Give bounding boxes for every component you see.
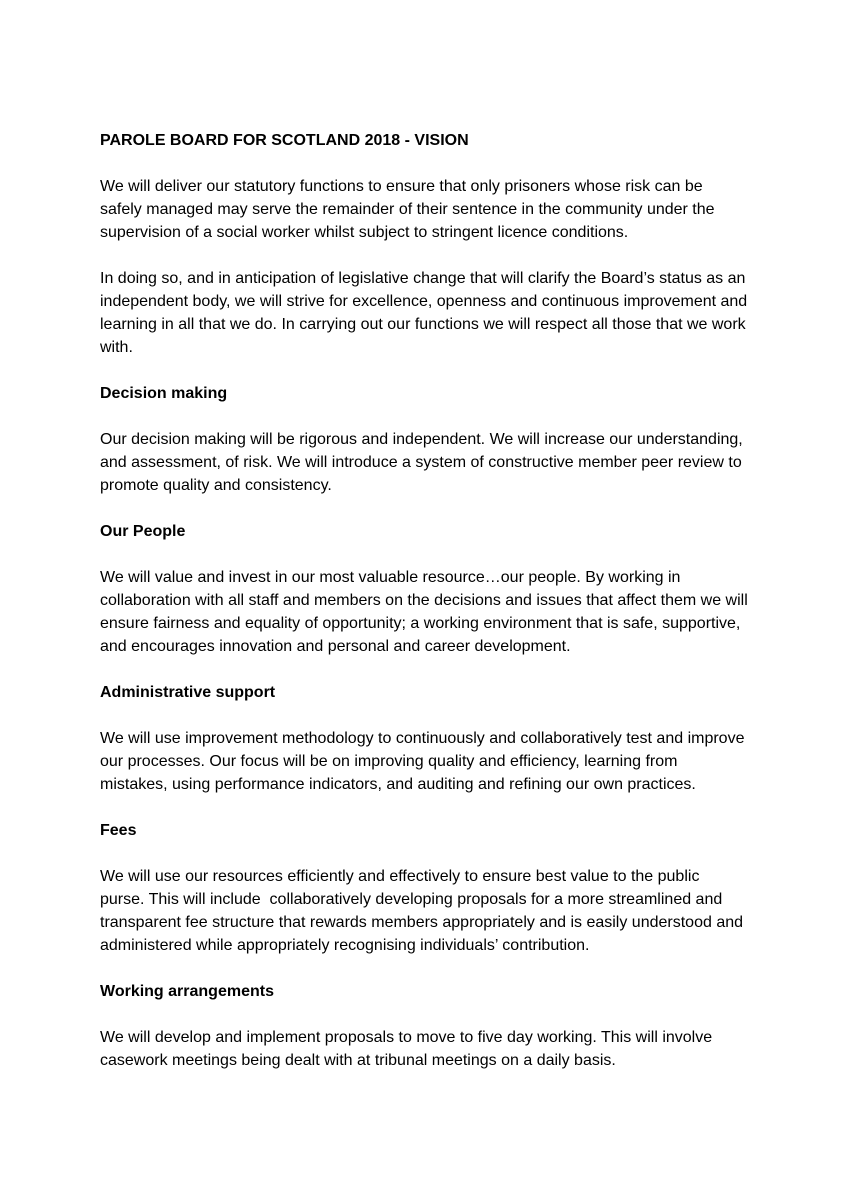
document-title: PAROLE BOARD FOR SCOTLAND 2018 - VISION	[100, 132, 469, 149]
section-heading-administrative-support: Administrative support	[100, 684, 276, 701]
paragraph-our-people: We will value and invest in our most valuable resource…our people. By working in collaboration with all staff and members on the decisions and issues that affect them we will ensure fairness and equality of opportunity; a working environment that is safe, supportive, and encourages innovation and personal and career development.	[100, 569, 753, 655]
section-heading-our-people: Our People	[100, 523, 186, 540]
document-page	[100, 129, 753, 1095]
paragraph-intro-statutory-functions: We will deliver our statutory functions to ensure that only prisoners whose risk can be safely managed may serve the remainder of their sentence in the community under the supervision of a social worker whilst subject to stringent licence conditions.	[100, 178, 719, 241]
paragraph-administrative-support: We will use improvement methodology to continuously and collaboratively test and improve our processes. Our focus will be on improving quality and efficiency, learning from mistakes, using performance indicators, and auditing and refining our own practices.	[100, 730, 749, 793]
paragraph-fees: We will use our resources efficiently and effectively to ensure best value to the public purse. This will include collaboratively developing proposals for a more streamlined and transparent fee structure that rewards members appropriately and is easily understood and administered while appropriately recognising individuals’ contribution.	[100, 868, 748, 954]
section-heading-decision-making: Decision making	[100, 385, 228, 402]
section-heading-working-arrangements: Working arrangements	[100, 983, 274, 1000]
section-heading-fees: Fees	[100, 822, 137, 839]
paragraph-decision-making: Our decision making will be rigorous and independent. We will increase our understanding, and assessment, of risk. We will introduce a system of constructive member peer review to promote quality and consistency.	[100, 431, 748, 494]
paragraph-working-arrangements: We will develop and implement proposals to move to five day working. This will involve casework meetings being dealt with at tribunal meetings on a daily basis.	[100, 1029, 717, 1069]
paragraph-legislative-change: In doing so, and in anticipation of legislative change that will clarify the Board’s status as an independent body, we will strive for excellence, openness and continuous improvement and learning in all that we do. In carrying out our functions we will respect all those that we work with.	[100, 270, 752, 356]
